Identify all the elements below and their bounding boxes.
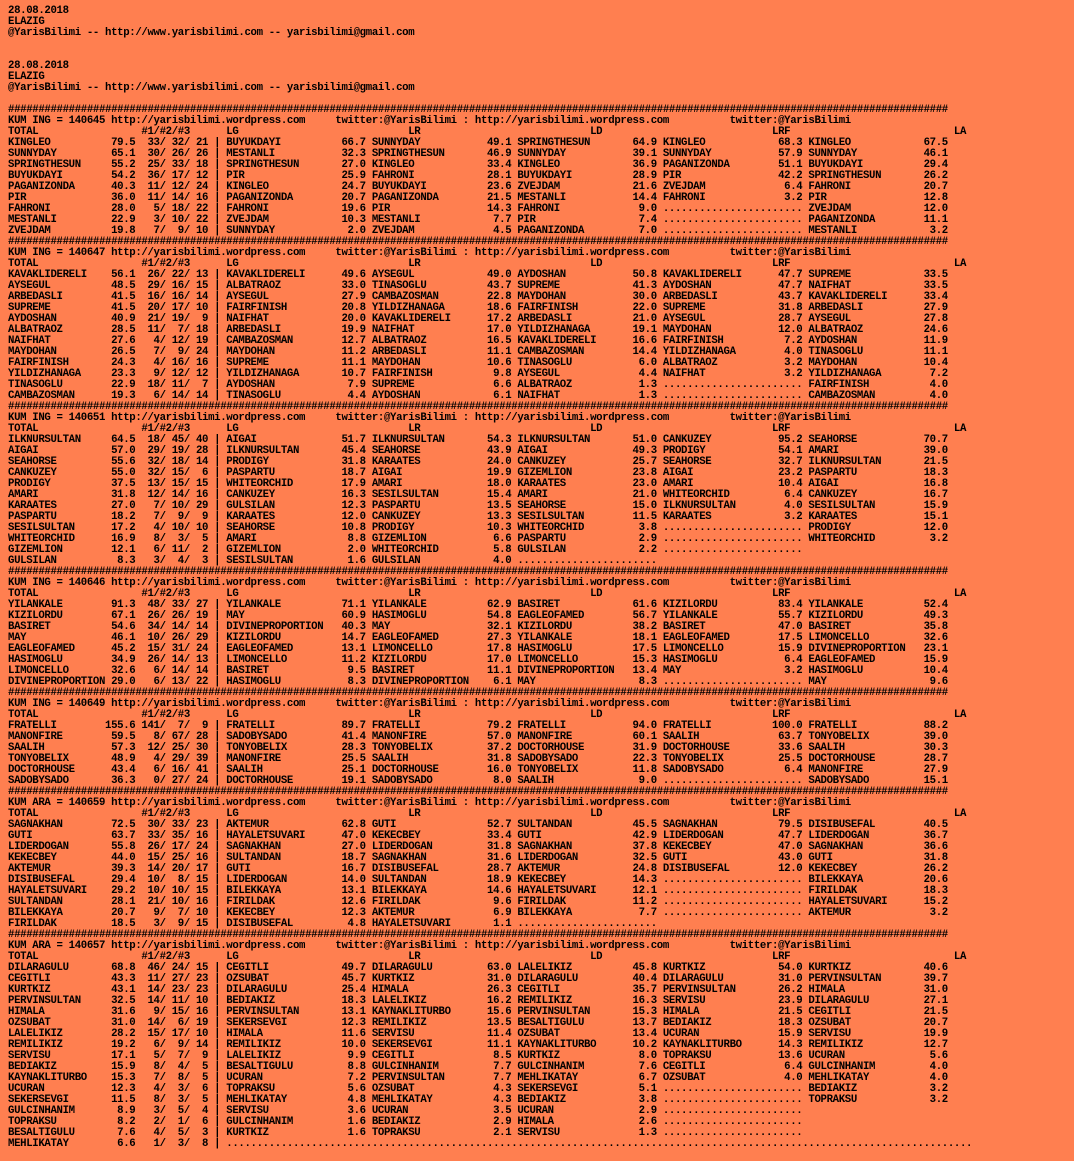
report-line: DISIBUSEFAL 29.4 10/ 8/ 15 | LIDERDOGAN 14.0 SULTANDAN 18.9 KEKECBEY 14.3 ....................... BILEKKAYA 20.6 bbox=[8, 874, 948, 886]
report-line: MAY 46.1 10/ 26/ 29 | KIZILORDU 14.7 EAGLEOFAMED 27.3 YILANKALE 18.1 EAGLEOFAMED 17.5 LIMONCELLO 32.6 bbox=[8, 632, 948, 644]
report-line: TOPRAKSU 8.2 2/ 1/ 6 | GULCINHANIM 1.6 BEDIAKIZ 2.9 HIMALA 2.6 ....................... bbox=[8, 1116, 803, 1128]
report-line: DIVINEPROPORTION 29.0 6/ 13/ 22 | HASIMOGLU 8.3 DIVINEPROPORTION 6.1 MAY 8.3 ....................... MAY 9.6 bbox=[8, 676, 948, 688]
report-line: CAMBAZOSMAN 19.3 6/ 14/ 14 | TINASOGLU 4.4 AYDOSHAN 6.1 NAIFHAT 1.3 ....................... CAMBAZOSMAN 4.0 bbox=[8, 390, 948, 402]
report-line: PAGANIZONDA 40.3 11/ 12/ 24 | KINGLEO 24.7 BUYUKDAYI 23.6 ZVEJDAM 21.6 ZVEJDAM 6.4 FAHRONI 20.7 bbox=[8, 181, 948, 193]
report-line: ########################################################################################################################################################### bbox=[8, 786, 948, 798]
report-line: ########################################################################################################################################################### bbox=[8, 401, 948, 413]
report-line bbox=[8, 50, 1074, 61]
report-line: ILKNURSULTAN 64.5 18/ 45/ 40 | AIGAI 51.7 ILKNURSULTAN 54.3 ILKNURSULTAN 51.0 CANKUZEY 95.2 SEAHORSE 70.7 bbox=[8, 434, 948, 446]
report-line: AYDOSHAN 40.9 21/ 19/ 9 | NAIFHAT 20.0 KAVAKLIDERELI 17.2 ARBEDASLI 21.0 AYSEGUL 28.7 AYSEGUL 27.8 bbox=[8, 313, 948, 325]
report-line: CEGITLI 43.3 11/ 27/ 23 | OZSUBAT 45.7 KURTKIZ 31.0 DILARAGULU 40.4 DILARAGULU 31.0 PERVINSULTAN 39.7 bbox=[8, 973, 948, 985]
report-line: KUM ING = 140646 http://yarisbilimi.wordpress.com twitter:@YarisBilimi : http://yarisbilimi.wordpress.com twitter:@YarisBilimi bbox=[8, 577, 851, 589]
report-line: HASIMOGLU 34.9 26/ 14/ 13 | LIMONCELLO 11.2 KIZILORDU 17.0 LIMONCELLO 15.3 HASIMOGLU 6.4 EAGLEOFAMED 15.9 bbox=[8, 654, 948, 666]
report-line: BUYUKDAYI 54.2 36/ 17/ 12 | PIR 25.9 FAHRONI 28.1 BUYUKDAYI 28.9 PIR 42.2 SPRINGTHESUN 26.2 bbox=[8, 170, 948, 182]
report-line: SADOBYSADO 36.3 0/ 27/ 24 | DOCTORHOUSE 19.1 SADOBYSADO 8.0 SAALIH 9.0 ....................... SADOBYSADO 15.1 bbox=[8, 775, 948, 787]
report-line: KUM ING = 140649 http://yarisbilimi.wordpress.com twitter:@YarisBilimi : http://yarisbilimi.wordpress.com twitter:@YarisBilimi bbox=[8, 698, 851, 710]
report-line: SAALIH 57.3 12/ 25/ 30 | TONYOBELIX 28.3 TONYOBELIX 37.2 DOCTORHOUSE 31.9 DOCTORHOUSE 33.6 SAALIH 30.3 bbox=[8, 742, 948, 754]
report-line: ELAZIG bbox=[8, 16, 45, 28]
report-line: KARAATES 27.0 7/ 10/ 29 | GULSILAN 12.3 PASPARTU 13.5 SEAHORSE 15.0 ILKNURSULTAN 4.0 SESILSULTAN 15.9 bbox=[8, 500, 948, 512]
report-line: PERVINSULTAN 32.5 14/ 11/ 10 | BEDIAKIZ 18.3 LALELIKIZ 16.2 REMILIKIZ 16.3 SERVISU 23.9 DILARAGULU 27.1 bbox=[8, 995, 948, 1007]
report-line: LIMONCELLO 32.6 6/ 14/ 14 | BASIRET 9.5 BASIRET 11.1 DIVINEPROPORTION 13.4 MAY 3.2 HASIMOGLU 10.4 bbox=[8, 665, 948, 677]
report-line: PASPARTU 18.2 7/ 9/ 9 | KARAATES 12.0 CANKUZEY 13.3 SESILSULTAN 11.5 KARAATES 3.2 KARAATES 15.1 bbox=[8, 511, 948, 523]
report-line: TOTAL #1/#2/#3 LG LR LD LRF LA bbox=[8, 423, 967, 435]
report-line: SUPREME 41.5 20/ 17/ 10 | FAIRFINISH 20.8 YILDIZHANAGA 18.6 FAIRFINISH 22.0 SUPREME 31.8 ARBEDASLI 27.9 bbox=[8, 302, 948, 314]
report-line: UCURAN 12.3 4/ 3/ 6 | TOPRAKSU 5.6 OZSUBAT 4.3 SEKERSEVGI 5.1 ....................... BEDIAKIZ 3.2 bbox=[8, 1083, 948, 1095]
report-line: TOTAL #1/#2/#3 LG LR LD LRF LA bbox=[8, 808, 967, 820]
report-line: BEDIAKIZ 15.9 8/ 4/ 5 | BESALTIGULU 8.8 GULCINHANIM 7.7 GULCINHANIM 7.6 CEGITLI 6.4 GULCINHANIM 4.0 bbox=[8, 1061, 948, 1073]
report-line: ########################################################################################################################################################### bbox=[8, 104, 948, 116]
report-line: HIMALA 31.6 9/ 15/ 16 | PERVINSULTAN 13.1 KAYNAKLITURBO 15.6 PERVINSULTAN 15.3 HIMALA 21.5 CEGITLI 21.5 bbox=[8, 1006, 948, 1018]
report-line: SULTANDAN 28.1 21/ 10/ 16 | FIRILDAK 12.6 FIRILDAK 9.6 FIRILDAK 11.2 ....................... HAYALETSUVARI 15.2 bbox=[8, 896, 948, 908]
report-line: KAVAKLIDERELI 56.1 26/ 22/ 13 | KAVAKLIDERELI 49.6 AYSEGUL 49.0 AYDOSHAN 50.8 KAVAKLIDERELI 47.7 SUPREME 33.5 bbox=[8, 269, 948, 281]
report-line: FAHRONI 28.0 5/ 18/ 22 | FAHRONI 19.6 PIR 14.3 FAHRONI 9.0 ....................... ZVEJDAM 12.0 bbox=[8, 203, 948, 215]
report-line: NAIFHAT 27.6 4/ 12/ 19 | CAMBAZOSMAN 12.7 ALBATRAOZ 16.5 KAVAKLIDERELI 16.6 FAIRFINISH 7.2 AYDOSHAN 11.9 bbox=[8, 335, 948, 347]
report-line: REMILIKIZ 19.2 6/ 9/ 14 | REMILIKIZ 10.0 SEKERSEVGI 11.1 KAYNAKLITURBO 10.2 KAYNAKLITURBO 14.3 REMILIKIZ 12.7 bbox=[8, 1039, 948, 1051]
report-line: BASIRET 54.6 34/ 14/ 14 | DIVINEPROPORTION 40.3 MAY 32.1 KIZILORDU 38.2 BASIRET 47.0 BASIRET 35.8 bbox=[8, 621, 948, 633]
report-line: FIRILDAK 18.5 3/ 9/ 15 | DISIBUSEFAL 4.8 HAYALETSUVARI 1.1 ....................... bbox=[8, 918, 657, 930]
report-line: GUTI 63.7 33/ 35/ 16 | HAYALETSUVARI 47.0 KEKECBEY 33.4 GUTI 42.9 LIDERDOGAN 47.7 LIDERDOGAN 36.7 bbox=[8, 830, 948, 842]
report-line: KEKECBEY 44.0 15/ 25/ 16 | SULTANDAN 18.7 SAGNAKHAN 31.6 LIDERDOGAN 32.5 GUTI 43.0 GUTI 31.8 bbox=[8, 852, 948, 864]
report-line: MEHLIKATAY 6.6 1/ 3/ 8 | ........................................................................................................................... bbox=[8, 1138, 973, 1150]
report-line: 28.08.2018 bbox=[8, 60, 69, 72]
report-line: YILANKALE 91.3 48/ 33/ 27 | YILANKALE 71.1 YILANKALE 62.9 BASIRET 61.6 KIZILORDU 83.4 YILANKALE 52.4 bbox=[8, 599, 948, 611]
report-line: SEAHORSE 55.6 32/ 18/ 14 | PRODIGY 31.8 KARAATES 24.0 CANKUZEY 25.7 SEAHORSE 32.7 ILKNURSULTAN 21.5 bbox=[8, 456, 948, 468]
report-line: ########################################################################################################################################################### bbox=[8, 566, 948, 578]
report-line: TOTAL #1/#2/#3 LG LR LD LRF LA bbox=[8, 258, 967, 270]
report-line: AKTEMUR 39.3 14/ 20/ 17 | GUTI 16.7 DISIBUSEFAL 28.7 AKTEMUR 24.8 DISIBUSEFAL 12.0 KEKECBEY 26.2 bbox=[8, 863, 948, 875]
report-line: AMARI 31.8 12/ 14/ 16 | CANKUZEY 16.3 SESILSULTAN 15.4 AMARI 21.0 WHITEORCHID 6.4 CANKUZEY 16.7 bbox=[8, 489, 948, 501]
report-line: HAYALETSUVARI 29.2 10/ 10/ 15 | BILEKKAYA 13.1 BILEKKAYA 14.6 HAYALETSUVARI 12.1 ....................... FIRILDAK 18.3 bbox=[8, 885, 948, 897]
report-line: @YarisBilimi -- http://www.yarisbilimi.com -- yarisbilimi@gmail.com bbox=[8, 27, 415, 39]
report-line: SAGNAKHAN 72.5 30/ 33/ 23 | AKTEMUR 62.8 GUTI 52.7 SULTANDAN 45.5 SAGNAKHAN 79.5 DISIBUSEFAL 40.5 bbox=[8, 819, 948, 831]
report-line: SUNNYDAY 65.1 30/ 26/ 26 | MESTANLI 32.3 SPRINGTHESUN 46.9 SUNNYDAY 39.1 SUNNYDAY 57.9 SUNNYDAY 46.1 bbox=[8, 148, 948, 160]
report-line: SESILSULTAN 17.2 4/ 10/ 10 | SEAHORSE 10.8 PRODIGY 10.3 WHITEORCHID 3.8 ....................... PRODIGY 12.0 bbox=[8, 522, 948, 534]
report-line: ELAZIG bbox=[8, 71, 45, 83]
report-line: GULCINHANIM 8.9 3/ 5/ 4 | SERVISU 3.6 UCURAN 3.5 UCURAN 2.9 ....................... bbox=[8, 1105, 803, 1117]
report-line: DILARAGULU 68.8 46/ 24/ 15 | CEGITLI 49.7 DILARAGULU 63.0 LALELIKIZ 45.8 KURTKIZ 54.0 KURTKIZ 40.6 bbox=[8, 962, 948, 974]
report-line: LIDERDOGAN 55.8 26/ 17/ 24 | SAGNAKHAN 27.0 LIDERDOGAN 31.8 SAGNAKHAN 37.8 KEKECBEY 47.0 SAGNAKHAN 36.6 bbox=[8, 841, 948, 853]
report-line: TOTAL #1/#2/#3 LG LR LD LRF LA bbox=[8, 588, 967, 600]
report-line: GIZEMLION 12.1 6/ 11/ 2 | GIZEMLION 2.0 WHITEORCHID 5.8 GULSILAN 2.2 ....................... bbox=[8, 544, 803, 556]
report-line: KUM ARA = 140657 http://yarisbilimi.wordpress.com twitter:@YarisBilimi : http://yarisbilimi.wordpress.com twitter:@YarisBilimi bbox=[8, 940, 851, 952]
report-line: PIR 36.0 11/ 14/ 16 | PAGANIZONDA 20.7 PAGANIZONDA 21.5 MESTANLI 14.4 FAHRONI 3.2 PIR 12.8 bbox=[8, 192, 948, 204]
report-line: LALELIKIZ 28.2 15/ 17/ 10 | HIMALA 11.6 SERVISU 11.4 OZSUBAT 13.4 UCURAN 15.9 SERVISU 19.9 bbox=[8, 1028, 948, 1040]
report-line: ########################################################################################################################################################### bbox=[8, 929, 948, 941]
report-line: SEKERSEVGI 11.5 8/ 3/ 5 | MEHLIKATAY 4.8 MEHLIKATAY 4.3 BEDIAKIZ 3.8 ....................... TOPRAKSU 3.2 bbox=[8, 1094, 948, 1106]
report-line: PRODIGY 37.5 13/ 15/ 15 | WHITEORCHID 17.9 AMARI 18.0 KARAATES 23.0 AMARI 10.4 AIGAI 16.8 bbox=[8, 478, 948, 490]
report-line: FAIRFINISH 24.3 4/ 16/ 16 | SUPREME 11.1 MAYDOHAN 10.6 TINASOGLU 6.0 ALBATRAOZ 3.2 MAYDOHAN 10.4 bbox=[8, 357, 948, 369]
report-line: AYSEGUL 48.5 29/ 16/ 15 | ALBATRAOZ 33.0 TINASOGLU 43.7 SUPREME 41.3 AYDOSHAN 47.7 NAIFHAT 33.5 bbox=[8, 280, 948, 292]
report-line bbox=[8, 39, 1074, 50]
report-line: ZVEJDAM 19.8 7/ 9/ 10 | SUNNYDAY 2.0 ZVEJDAM 4.5 PAGANIZONDA 7.0 ....................... MESTANLI 3.2 bbox=[8, 225, 948, 237]
report-line: ALBATRAOZ 28.5 11/ 7/ 18 | ARBEDASLI 19.9 NAIFHAT 17.0 YILDIZHANAGA 19.1 MAYDOHAN 12.0 ALBATRAOZ 24.6 bbox=[8, 324, 948, 336]
report-line: KUM ING = 140645 http://yarisbilimi.wordpress.com twitter:@YarisBilimi : http://yarisbilimi.wordpress.com twitter:@YarisBilimi bbox=[8, 115, 851, 127]
report-line: ########################################################################################################################################################### bbox=[8, 236, 948, 248]
report-line: WHITEORCHID 16.9 8/ 3/ 5 | AMARI 8.8 GIZEMLION 6.6 PASPARTU 2.9 ....................... WHITEORCHID 3.2 bbox=[8, 533, 948, 545]
report-line: BILEKKAYA 20.7 9/ 7/ 10 | KEKECBEY 12.3 AKTEMUR 6.9 BILEKKAYA 7.7 ....................... AKTEMUR 3.2 bbox=[8, 907, 948, 919]
report-line: KINGLEO 79.5 33/ 32/ 21 | BUYUKDAYI 66.7 SUNNYDAY 49.1 SPRINGTHESUN 64.9 KINGLEO 68.3 KINGLEO 67.5 bbox=[8, 137, 948, 149]
report-line: TONYOBELIX 48.9 4/ 29/ 39 | MANONFIRE 25.5 SAALIH 31.8 SADOBYSADO 22.3 TONYOBELIX 25.5 DOCTORHOUSE 28.7 bbox=[8, 753, 948, 765]
report-line: BESALTIGULU 7.6 4/ 5/ 3 | KURTKIZ 1.6 TOPRAKSU 2.1 SERVISU 1.3 ....................... bbox=[8, 1127, 803, 1139]
report-line: TINASOGLU 22.9 18/ 11/ 7 | AYDOSHAN 7.9 SUPREME 6.6 ALBATRAOZ 1.3 ....................... FAIRFINISH 4.0 bbox=[8, 379, 948, 391]
report-line: SERVISU 17.1 5/ 7/ 9 | LALELIKIZ 9.9 CEGITLI 8.5 KURTKIZ 8.0 TOPRAKSU 13.6 UCURAN 5.6 bbox=[8, 1050, 948, 1062]
report-line: KUM ING = 140647 http://yarisbilimi.wordpress.com twitter:@YarisBilimi : http://yarisbilimi.wordpress.com twitter:@YarisBilimi bbox=[8, 247, 851, 259]
report-line: KUM ARA = 140659 http://yarisbilimi.wordpress.com twitter:@YarisBilimi : http://yarisbilimi.wordpress.com twitter:@YarisBilimi bbox=[8, 797, 851, 809]
report-line: FRATELLI 155.6 141/ 7/ 9 | FRATELLI 89.7 FRATELLI 79.2 FRATELLI 94.0 FRATELLI 100.0 FRATELLI 88.2 bbox=[8, 720, 948, 732]
report-line: MANONFIRE 59.5 8/ 67/ 28 | SADOBYSADO 41.4 MANONFIRE 57.0 MANONFIRE 60.1 SAALIH 63.7 TONYOBELIX 39.0 bbox=[8, 731, 948, 743]
report-line: AIGAI 57.0 29/ 19/ 28 | ILKNURSULTAN 45.4 SEAHORSE 43.9 AIGAI 49.3 PRODIGY 54.1 AMARI 39.0 bbox=[8, 445, 948, 457]
report-line: MESTANLI 22.9 3/ 10/ 22 | ZVEJDAM 10.3 MESTANLI 7.7 PIR 7.4 ....................... PAGANIZONDA 11.1 bbox=[8, 214, 948, 226]
report-line: DOCTORHOUSE 43.4 6/ 16/ 41 | SAALIH 25.1 DOCTORHOUSE 16.0 TONYOBELIX 11.8 SADOBYSADO 6.4 MANONFIRE 27.9 bbox=[8, 764, 948, 776]
report-line: @YarisBilimi -- http://www.yarisbilimi.com -- yarisbilimi@gmail.com bbox=[8, 82, 415, 94]
report-line: 28.08.2018 bbox=[8, 5, 69, 17]
report-line: TOTAL #1/#2/#3 LG LR LD LRF LA bbox=[8, 709, 967, 721]
report-line: ARBEDASLI 41.5 16/ 16/ 14 | AYSEGUL 27.9 CAMBAZOSMAN 22.8 MAYDOHAN 30.0 ARBEDASLI 43.7 KAVAKLIDERELI 33.4 bbox=[8, 291, 948, 303]
report-line: TOTAL #1/#2/#3 LG LR LD LRF LA bbox=[8, 126, 967, 138]
report-line: EAGLEOFAMED 45.2 15/ 31/ 24 | EAGLEOFAMED 13.1 LIMONCELLO 17.8 HASIMOGLU 17.5 LIMONCELLO 15.9 DIVINEPROPORTION 23.1 bbox=[8, 643, 948, 655]
report-line: TOTAL #1/#2/#3 LG LR LD LRF LA bbox=[8, 951, 967, 963]
report-line: KURTKIZ 43.1 14/ 23/ 23 | DILARAGULU 25.4 HIMALA 26.3 CEGITLI 35.7 PERVINSULTAN 26.2 HIMALA 31.0 bbox=[8, 984, 948, 996]
report-line: YILDIZHANAGA 23.3 9/ 12/ 12 | YILDIZHANAGA 10.7 FAIRFINISH 9.8 AYSEGUL 4.4 NAIFHAT 3.2 YILDIZHANAGA 7.2 bbox=[8, 368, 948, 380]
report-line: SPRINGTHESUN 55.2 25/ 33/ 18 | SPRINGTHESUN 27.0 KINGLEO 33.4 KINGLEO 36.9 PAGANIZONDA 51.1 BUYUKDAYI 29.4 bbox=[8, 159, 948, 171]
report-line: GULSILAN 8.3 3/ 4/ 3 | SESILSULTAN 1.6 GULSILAN 4.0 ....................... bbox=[8, 555, 657, 567]
report-line: CANKUZEY 55.0 32/ 15/ 6 | PASPARTU 18.7 AIGAI 19.9 GIZEMLION 23.8 AIGAI 23.2 PASPARTU 18.3 bbox=[8, 467, 948, 479]
report-line: KAYNAKLITURBO 15.3 7/ 8/ 5 | UCURAN 7.2 PERVINSULTAN 7.7 MEHLIKATAY 6.7 OZSUBAT 4.0 MEHLIKATAY 4.0 bbox=[8, 1072, 948, 1084]
report-line: KUM ING = 140651 http://yarisbilimi.wordpress.com twitter:@YarisBilimi : http://yarisbilimi.wordpress.com twitter:@YarisBilimi bbox=[8, 412, 851, 424]
report-line: OZSUBAT 31.0 14/ 6/ 19 | SEKERSEVGI 12.3 REMILIKIZ 13.5 BESALTIGULU 13.7 BEDIAKIZ 18.3 OZSUBAT 20.7 bbox=[8, 1017, 948, 1029]
report-line: ########################################################################################################################################################### bbox=[8, 687, 948, 699]
report-line: KIZILORDU 67.1 26/ 26/ 19 | MAY 60.9 HASIMOGLU 54.8 EAGLEOFAMED 56.7 YILANKALE 55.7 KIZILORDU 49.3 bbox=[8, 610, 948, 622]
report-line: MAYDOHAN 26.5 7/ 9/ 24 | MAYDOHAN 11.2 ARBEDASLI 11.1 CAMBAZOSMAN 14.4 YILDIZHANAGA 4.0 TINASOGLU 11.1 bbox=[8, 346, 948, 358]
